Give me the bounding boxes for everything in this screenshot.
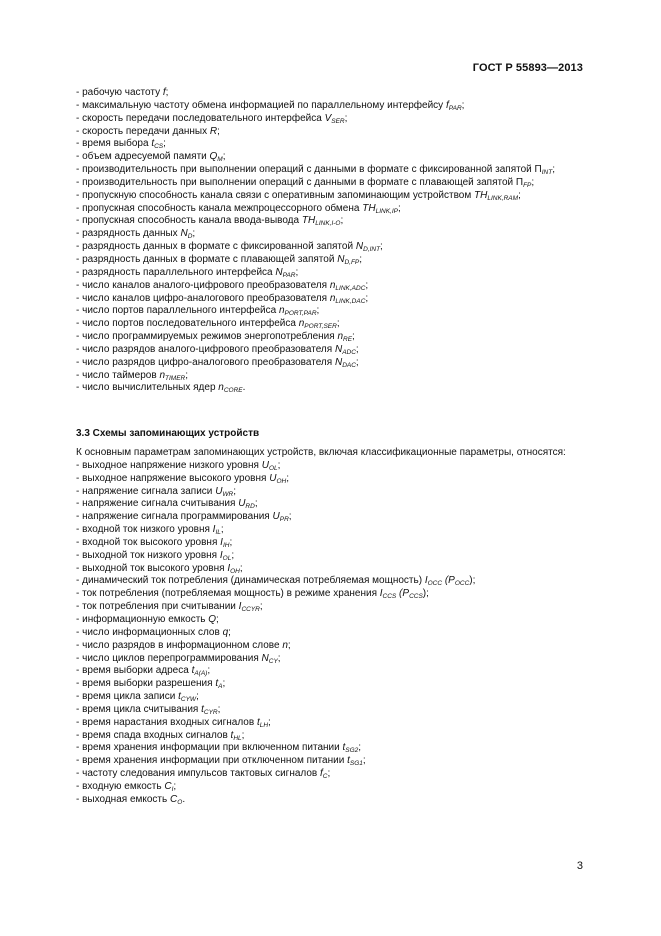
list-item: - время нарастания входных сигналов $t_{LH}$; [76,716,271,729]
list-item: - время цикла записи $t_{CYW}$; [76,691,199,704]
list-item: - число разрядов аналого-цифрового преобразователя $N_{ADC}$; [76,343,359,356]
list-item: - производительность при выполнении операций с данными в формате с фиксированной запятой $П_{INT}$; [76,164,555,177]
list-item: - число разрядов в информационном слове n; [76,639,291,651]
list-item: - разрядность данных в формате с плавающей запятой $N_{D,FP}$; [76,253,363,266]
list-item: - объем адресуемой памяти $Q_M$; [76,151,226,164]
list-item: - динамический ток потребления (динамическая потребляемая мощность) $I_{OCC}$ $(P_{OCC})$; [76,575,476,588]
list-item: - выходной ток низкого уровня $I_{OL}$; [76,549,235,562]
list-item: - число портов параллельного интерфейса $n_{PORT,PAR}$; [76,305,320,318]
list-item: - число каналов аналого-цифрового преобразователя $n_{LINK,ADC}$; [76,279,369,292]
list-item: - скорость передачи последовательного интерфейса $V_{SER}$; [76,112,348,125]
list-item: - напряжение сигнала программирования $U_{PR}$; [76,511,292,524]
list-item: - напряжение сигнала считывания $U_{RD}$; [76,498,258,511]
parameter-list-2 [46,460,583,807]
list-item: - входной ток высокого уровня $I_{IH}$; [76,536,233,549]
list-item: - число таймеров $n_{TIMER}$; [76,369,189,382]
list-item: - производительность при выполнении операций с данными в формате с плавающей запятой $П_{FP}$; [76,176,535,189]
list-item: - ток потребления при считывании $I_{CCYR}$; [76,601,263,614]
page-number: 3 [576,860,583,872]
list-item: - время выбора $t_{CS}$; [76,138,166,151]
list-item: - пропускная способность канала ввода-вывода $TH_{LINK,I-O}$; [76,215,344,228]
list-item: - время выборки адреса $t_{A(A)}$; [76,665,211,678]
list-item: - максимальную частоту обмена информацией по параллельному интерфейсу $f_{PAR}$; [76,99,465,112]
document-header: ГОСТ Р 55893—2013 [472,62,583,74]
list-item: - частоту следования импульсов тактовых сигналов $f_C$; [76,768,331,781]
list-item: - входной ток низкого уровня $I_{IL}$; [76,524,224,537]
list-item: - выходное напряжение низкого уровня $U_{OL}$; [76,459,281,472]
list-item: - число вычислительных ядер $n_{CORE}$. [76,382,246,395]
list-item: - скорость передачи данных R; [76,125,220,137]
list-item: - время спада входных сигналов $t_{HL}$; [76,729,245,742]
list-item: - рабочую частоту f; [76,87,169,98]
list-item: - разрядность параллельного интерфейса $N_{PAR}$; [76,266,299,279]
list-item: - пропускную способность канала связи с оперативным запоминающим устройством $TH_{LINK,RAM}$; [76,189,521,202]
list-item: - напряжение сигнала записи $U_{WR}$; [76,485,237,498]
list-item: - число разрядов цифро-аналогового преобразователя $N_{DAC}$; [76,356,359,369]
section-intro: К основным параметрам запоминающих устройств, включая классификационные параметры, относятся: [76,447,566,458]
section-body [46,447,583,807]
list-item: - число информационных слов q; [76,626,231,638]
list-item: - время хранения информации при отключенном питании $t_{SG1}$; [76,755,366,768]
list-item: - входную емкость $C_I$; [76,780,177,793]
list-item: - число каналов цифро-аналогового преобразователя $n_{LINK,DAC}$; [76,292,369,305]
list-item: - ток потребления (потребляемая мощность) в режиме хранения $I_{CCS}$ $(P_{CCS})$; [76,588,429,601]
list-item: - выходное напряжение высокого уровня $U_{OH}$; [76,472,289,485]
list-item: - число циклов перепрограммирования $N_{CY}$; [76,652,281,665]
list-item: - пропускная способность канала межпроцессорного обмена $TH_{LINK,IP}$; [76,202,401,215]
list-item: - разрядность данных в формате с фиксированной запятой $N_{D,INT}$; [76,241,383,254]
list-item: - число программируемых режимов энергопотребления $n_{RE}$; [76,331,355,344]
list-item: - выходной ток высокого уровня $I_{OH}$; [76,562,243,575]
list-item: - выходная емкость $C_O$. [76,793,186,806]
list-item: - время цикла считывания $t_{CYR}$; [76,703,221,716]
parameter-list-1 [46,87,583,395]
list-item: - время выборки разрешения $t_A$; [76,678,226,691]
section-heading: 3.3 Схемы запоминающих устройств [76,428,260,439]
list-item: - время хранения информации при включенном питании $t_{SG2}$; [76,742,362,755]
list-item: - разрядность данных $N_D$; [76,228,196,241]
list-item: - информационную емкость Q; [76,613,219,625]
list-item: - число портов последовательного интерфейса $n_{PORT,SER}$; [76,318,340,331]
